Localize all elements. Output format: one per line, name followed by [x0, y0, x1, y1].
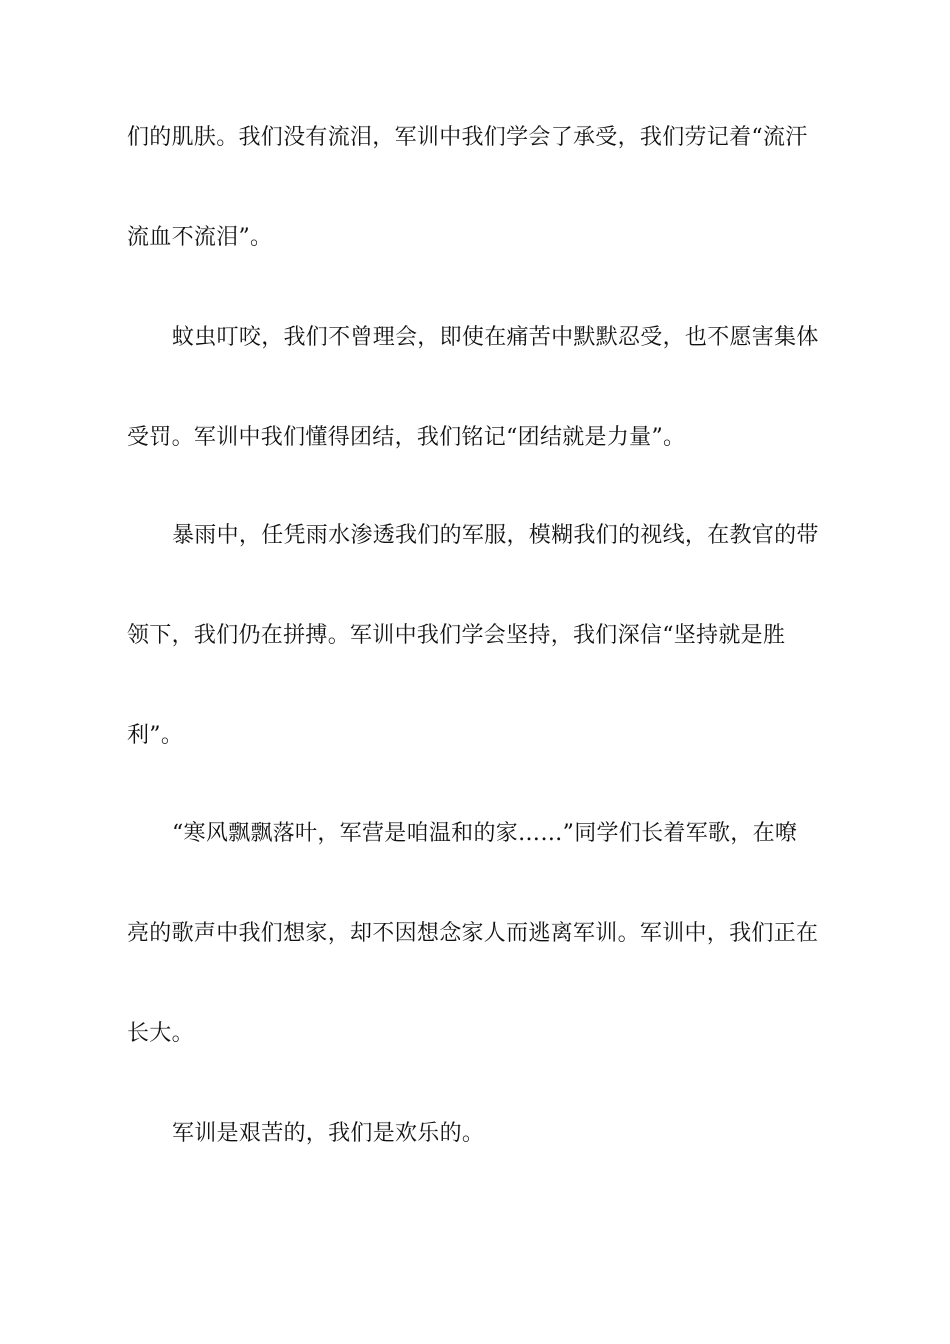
- text-line: 利”。: [127, 723, 184, 748]
- text-line: 受罚。军训中我们懂得团结，我们铭记“团结就是力量”。: [127, 425, 686, 450]
- paragraph-first-line: 军训是艰苦的，我们是欢乐的。: [172, 1121, 485, 1146]
- text-line: 流血不流泪”。: [127, 225, 273, 250]
- text-line: 长大。: [127, 1021, 194, 1046]
- text-line: 亮的歌声中我们想家，却不因想念家人而逃离军训。军训中，我们正在: [127, 921, 819, 946]
- text-line: 们的肌肤。我们没有流泪，军训中我们学会了承受，我们劳记着“流汗: [127, 125, 808, 150]
- paragraph-first-line: 暴雨中，任凭雨水渗透我们的军服，模糊我们的视线，在教官的带: [172, 523, 819, 548]
- paragraph-first-line: “寒风飘飘落叶，军营是咱温和的家……”同学们长着军歌，在嘹: [172, 821, 798, 846]
- text-line: 领下，我们仍在拼搏。军训中我们学会坚持，我们深信“坚持就是胜: [127, 623, 786, 648]
- paragraph-first-line: 蚊虫叮咬，我们不曾理会，即使在痛苦中默默忍受，也不愿害集体: [172, 325, 819, 350]
